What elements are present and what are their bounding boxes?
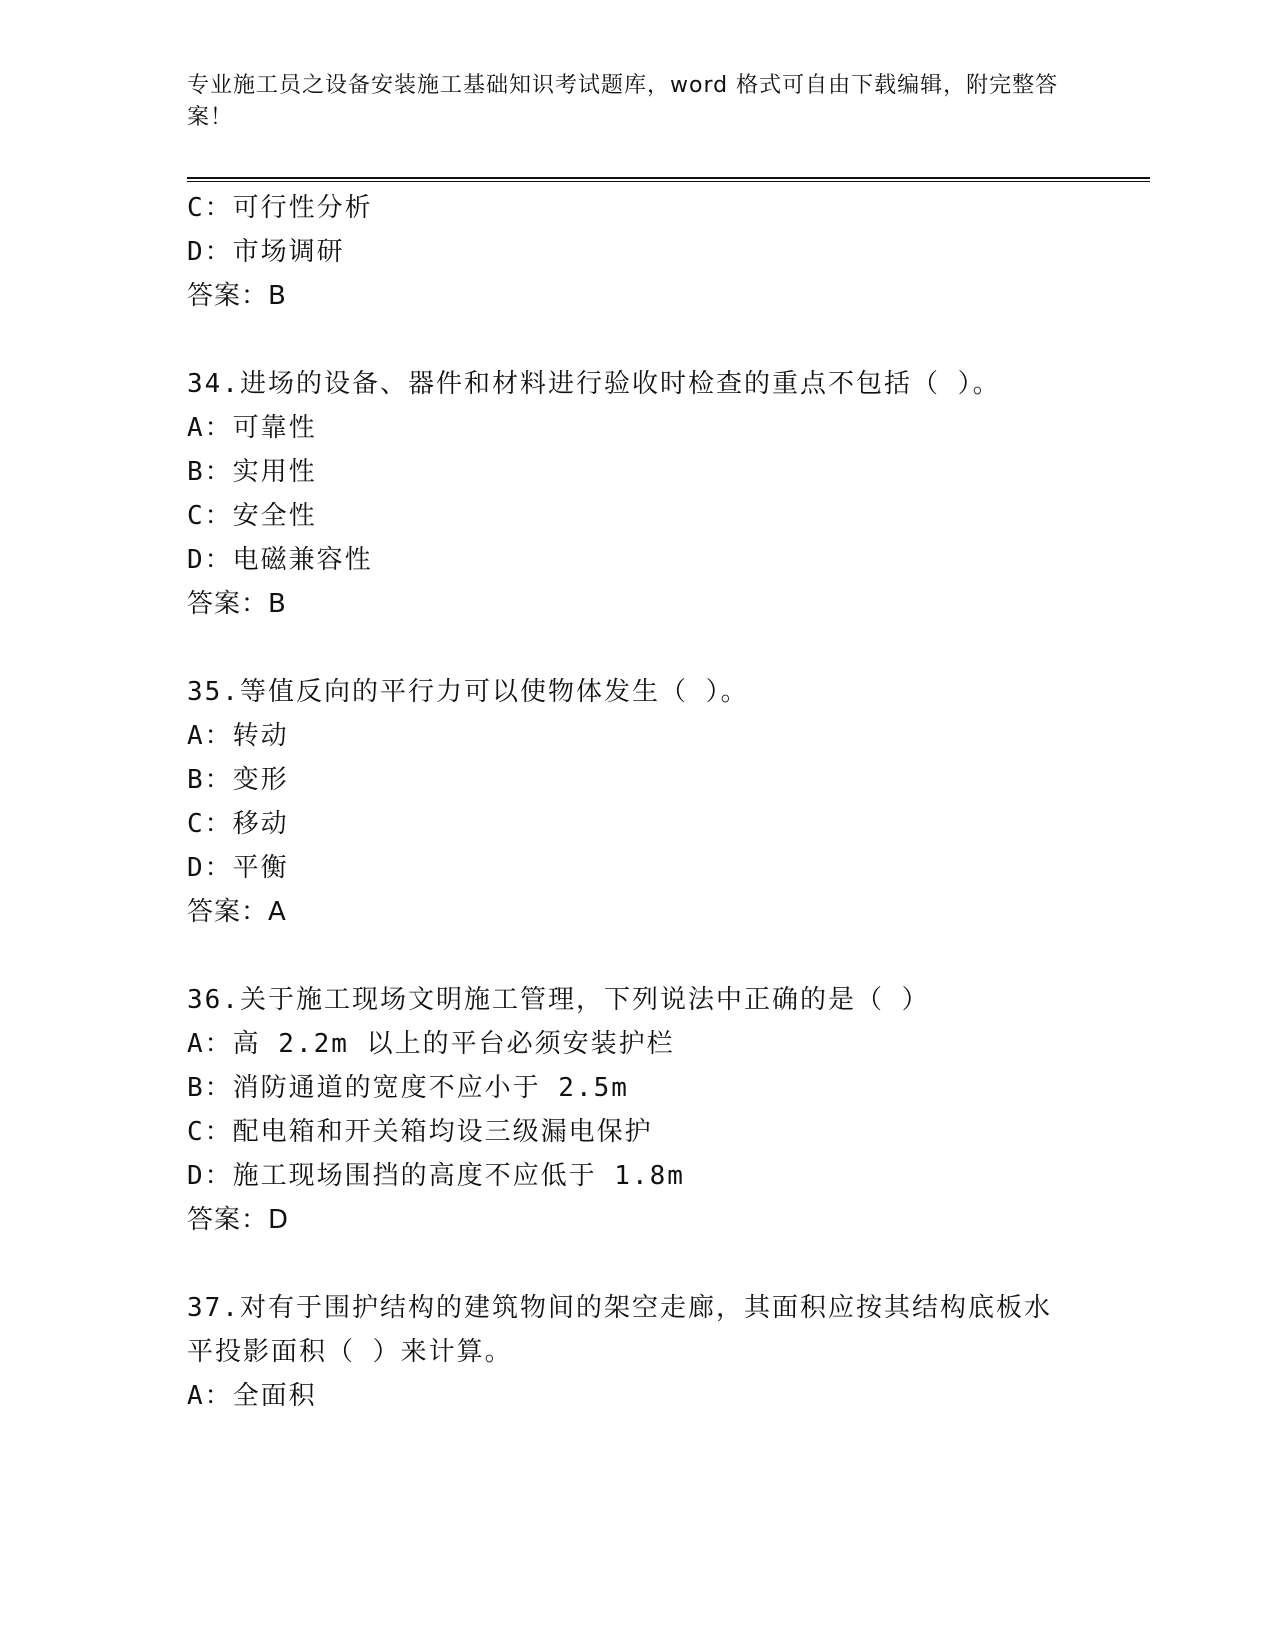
- option-line: D：电磁兼容性: [187, 545, 373, 575]
- question-line: 35.等值反向的平行力可以使物体发生（ ）。: [187, 677, 749, 707]
- option-line: B：消防通道的宽度不应小于 2.5m: [187, 1073, 629, 1103]
- option-line: A：可靠性: [187, 413, 317, 443]
- answer-line: 答案：B: [187, 281, 287, 311]
- question-line: 36.关于施工现场文明施工管理，下列说法中正确的是（ ）: [187, 985, 930, 1015]
- document-header: 专业施工员之设备安装施工基础知识考试题库，word 格式可自由下载编辑，附完整答案！: [187, 73, 1059, 130]
- option-line: D：平衡: [187, 853, 289, 883]
- option-line: A：转动: [187, 721, 289, 751]
- option-line: A：高 2.2m 以上的平台必须安装护栏: [187, 1029, 675, 1059]
- option-line: C：移动: [187, 809, 289, 839]
- answer-line: 答案：D: [187, 1205, 290, 1235]
- option-line: C：安全性: [187, 501, 317, 531]
- option-line: B：变形: [187, 765, 289, 795]
- question-line: 34.进场的设备、器件和材料进行验收时检查的重点不包括（ ）。: [187, 369, 1001, 399]
- answer-line: 答案：A: [187, 897, 287, 927]
- answer-line: 答案：B: [187, 589, 287, 619]
- header-rule: [187, 177, 1150, 179]
- option-line: D：市场调研: [187, 237, 345, 267]
- option-line: C：配电箱和开关箱均设三级漏电保护: [187, 1117, 653, 1147]
- header-rule-thin: [187, 181, 1150, 182]
- option-line: D：施工现场围挡的高度不应低于 1.8m: [187, 1161, 685, 1191]
- question-line: 37.对有于围护结构的建筑物间的架空走廊，其面积应按其结构底板水: [187, 1293, 1052, 1323]
- option-line: A：全面积: [187, 1381, 317, 1411]
- option-line: B：实用性: [187, 457, 317, 487]
- option-line: C：可行性分析: [187, 193, 373, 223]
- question-line-continued: 平投影面积（ ）来计算。: [187, 1337, 513, 1367]
